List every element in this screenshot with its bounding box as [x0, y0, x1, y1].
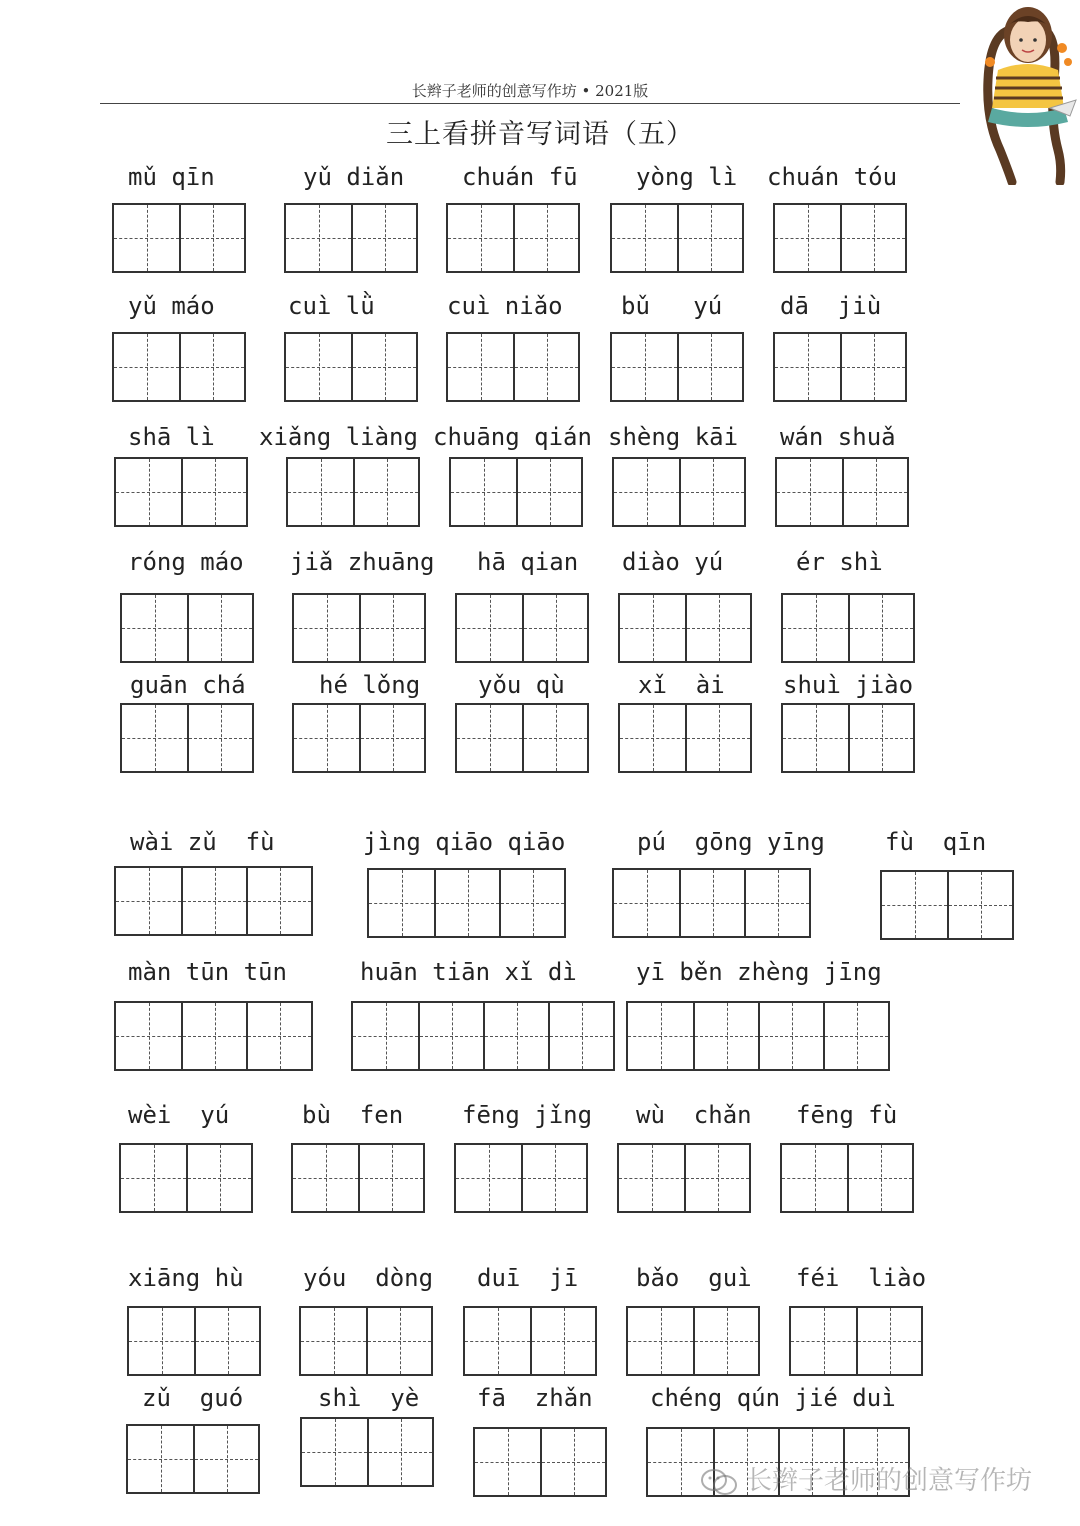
writing-grid[interactable]	[789, 1306, 923, 1376]
writing-grid[interactable]	[127, 1306, 261, 1376]
writing-cell[interactable]	[448, 334, 513, 400]
writing-cell[interactable]	[744, 870, 809, 936]
writing-grid[interactable]	[114, 457, 248, 527]
writing-grid[interactable]	[284, 332, 418, 402]
watermark	[700, 1460, 1060, 1500]
writing-cell[interactable]	[522, 705, 587, 771]
writing-cell[interactable]	[122, 705, 187, 771]
page-header: 长辫子老师的创意写作坊 • 2021版	[411, 82, 649, 100]
writing-cell[interactable]	[513, 334, 578, 400]
writing-grid[interactable]	[775, 457, 909, 527]
writing-grid[interactable]	[446, 332, 580, 402]
writing-grid[interactable]	[449, 457, 583, 527]
pinyin-label: yī běn zhèng jīng	[636, 958, 882, 986]
writing-grid[interactable]	[781, 703, 915, 773]
writing-cell[interactable]	[840, 334, 905, 400]
writing-grid[interactable]	[114, 1001, 313, 1071]
writing-cell[interactable]	[353, 459, 418, 525]
writing-cell[interactable]	[286, 334, 351, 400]
pinyin-label: wài zǔ fù	[130, 828, 275, 856]
writing-cell[interactable]	[619, 1145, 684, 1211]
writing-cell[interactable]	[782, 1145, 847, 1211]
writing-grid[interactable]	[112, 203, 246, 273]
writing-grid[interactable]	[286, 457, 420, 527]
writing-cell[interactable]	[179, 334, 244, 400]
writing-cell[interactable]	[847, 1145, 912, 1211]
writing-cell[interactable]	[358, 1145, 423, 1211]
writing-cell[interactable]	[286, 205, 351, 271]
pinyin-label: yóu dòng	[303, 1264, 434, 1292]
pinyin-label: wèi yú	[128, 1101, 230, 1129]
pinyin-label: wán shuǎ	[780, 423, 896, 451]
pinyin-label: fēng jǐng	[462, 1101, 593, 1129]
writing-grid[interactable]	[781, 593, 915, 663]
writing-cell[interactable]	[186, 1145, 251, 1211]
writing-cell[interactable]	[456, 1145, 521, 1211]
pinyin-label: bǔ yú	[621, 292, 723, 320]
writing-cell[interactable]	[465, 1308, 530, 1374]
writing-cell[interactable]	[359, 595, 424, 661]
writing-cell[interactable]	[121, 1145, 186, 1211]
writing-cell[interactable]	[783, 705, 848, 771]
pinyin-label: chuāng qián	[433, 423, 592, 451]
pinyin-label: xiǎng liàng	[259, 423, 418, 451]
writing-cell[interactable]	[513, 205, 578, 271]
writing-grid[interactable]	[617, 1143, 751, 1213]
pinyin-label: xǐ ài	[638, 671, 725, 699]
writing-cell[interactable]	[302, 1419, 367, 1485]
writing-cell[interactable]	[359, 705, 424, 771]
pinyin-label: jìng qiāo qiāo	[363, 828, 566, 856]
writing-cell[interactable]	[628, 1003, 693, 1069]
writing-cell[interactable]	[483, 1003, 548, 1069]
writing-cell[interactable]	[791, 1308, 856, 1374]
writing-cell[interactable]	[540, 1429, 605, 1495]
pinyin-label: fù qīn	[885, 828, 987, 856]
writing-cell[interactable]	[685, 705, 750, 771]
pinyin-label: chuán tóu	[767, 163, 898, 191]
writing-cell[interactable]	[418, 1003, 483, 1069]
writing-grid[interactable]	[292, 703, 426, 773]
writing-grid[interactable]	[455, 703, 589, 773]
writing-cell[interactable]	[301, 1308, 366, 1374]
writing-grid[interactable]	[780, 1143, 914, 1213]
writing-cell[interactable]	[451, 459, 516, 525]
pinyin-label: jiǎ zhuāng	[290, 548, 435, 576]
writing-cell[interactable]	[679, 870, 744, 936]
watermark-text: 长辫子老师的创意写作坊	[746, 1466, 1033, 1496]
writing-grid[interactable]	[292, 593, 426, 663]
writing-cell[interactable]	[369, 870, 434, 936]
pinyin-label: yòng lì	[636, 163, 738, 191]
pinyin-label: shèng kāi	[608, 423, 739, 451]
writing-cell[interactable]	[499, 870, 564, 936]
writing-cell[interactable]	[677, 205, 742, 271]
writing-cell[interactable]	[293, 1145, 358, 1211]
writing-cell[interactable]	[122, 595, 187, 661]
writing-cell[interactable]	[457, 705, 522, 771]
writing-cell[interactable]	[187, 595, 252, 661]
writing-cell[interactable]	[693, 1003, 758, 1069]
pinyin-label: shuì jiào	[783, 671, 914, 699]
writing-grid[interactable]	[119, 1143, 253, 1213]
pinyin-label: yǔ máo	[128, 292, 215, 320]
writing-cell[interactable]	[685, 595, 750, 661]
writing-grid[interactable]	[120, 593, 254, 663]
writing-cell[interactable]	[521, 1145, 586, 1211]
writing-grid[interactable]	[610, 332, 744, 402]
writing-grid[interactable]	[626, 1306, 760, 1376]
writing-grid[interactable]	[114, 866, 313, 936]
pinyin-label: màn tūn tūn	[128, 958, 287, 986]
writing-grid[interactable]	[367, 868, 566, 938]
writing-cell[interactable]	[116, 459, 181, 525]
writing-cell[interactable]	[856, 1308, 921, 1374]
writing-cell[interactable]	[522, 595, 587, 661]
writing-cell[interactable]	[848, 705, 913, 771]
writing-grid[interactable]	[626, 1001, 890, 1071]
pinyin-label: ér shì	[796, 548, 883, 576]
writing-grid[interactable]	[126, 1424, 260, 1494]
header-rule	[100, 103, 960, 104]
writing-cell[interactable]	[187, 705, 252, 771]
pinyin-label: dā jiù	[780, 292, 882, 320]
pinyin-label: diào yú	[622, 548, 724, 576]
writing-cell[interactable]	[353, 1003, 418, 1069]
pinyin-label: xiāng hù	[128, 1264, 244, 1292]
pinyin-label: bù fen	[302, 1101, 404, 1129]
writing-grid[interactable]	[610, 203, 744, 273]
writing-cell[interactable]	[677, 334, 742, 400]
writing-grid[interactable]	[455, 593, 589, 663]
pinyin-label: yǒu qù	[478, 671, 565, 699]
writing-cell[interactable]	[947, 872, 1012, 938]
writing-cell[interactable]	[294, 705, 359, 771]
writing-grid[interactable]	[618, 703, 752, 773]
pinyin-label: yǔ diǎn	[303, 163, 405, 191]
pinyin-label: huān tiān xǐ dì	[360, 958, 577, 986]
writing-grid[interactable]	[618, 593, 752, 663]
writing-cell[interactable]	[448, 205, 513, 271]
writing-cell[interactable]	[775, 334, 840, 400]
writing-cell[interactable]	[194, 1308, 259, 1374]
writing-cell[interactable]	[684, 1145, 749, 1211]
writing-cell[interactable]	[823, 1003, 888, 1069]
writing-cell[interactable]	[693, 1308, 758, 1374]
pinyin-label: guān chá	[130, 671, 246, 699]
writing-cell[interactable]	[366, 1308, 431, 1374]
pinyin-label: shì yè	[318, 1384, 420, 1412]
writing-grid[interactable]	[112, 332, 246, 402]
writing-grid[interactable]	[463, 1306, 597, 1376]
writing-cell[interactable]	[246, 1003, 311, 1069]
writing-cell[interactable]	[775, 205, 840, 271]
writing-cell[interactable]	[351, 205, 416, 271]
writing-cell[interactable]	[548, 1003, 613, 1069]
pinyin-label: duī jī	[477, 1264, 579, 1292]
writing-cell[interactable]	[848, 595, 913, 661]
writing-cell[interactable]	[434, 870, 499, 936]
writing-cell[interactable]	[294, 595, 359, 661]
writing-cell[interactable]	[516, 459, 581, 525]
writing-cell[interactable]	[129, 1308, 194, 1374]
writing-cell[interactable]	[530, 1308, 595, 1374]
pinyin-label: wù chǎn	[636, 1101, 752, 1129]
writing-cell[interactable]	[620, 595, 685, 661]
pinyin-label: mǔ qīn	[128, 163, 215, 191]
writing-cell[interactable]	[351, 334, 416, 400]
writing-cell[interactable]	[475, 1429, 540, 1495]
writing-cell[interactable]	[620, 705, 685, 771]
pinyin-label: fēng fù	[796, 1101, 898, 1129]
pinyin-label: róng máo	[128, 548, 244, 576]
writing-cell[interactable]	[288, 459, 353, 525]
pinyin-label: cuì lǜ	[288, 292, 375, 320]
writing-grid[interactable]	[299, 1306, 433, 1376]
writing-grid[interactable]	[473, 1427, 607, 1497]
writing-cell[interactable]	[116, 1003, 181, 1069]
writing-grid[interactable]	[773, 332, 907, 402]
writing-grid[interactable]	[454, 1143, 588, 1213]
writing-grid[interactable]	[284, 203, 418, 273]
pinyin-label: bǎo guì	[636, 1264, 752, 1292]
writing-grid[interactable]	[612, 868, 811, 938]
writing-grid[interactable]	[612, 457, 746, 527]
writing-cell[interactable]	[612, 205, 677, 271]
writing-grid[interactable]	[351, 1001, 615, 1071]
writing-cell[interactable]	[116, 868, 181, 934]
writing-cell[interactable]	[628, 1308, 693, 1374]
writing-cell[interactable]	[246, 868, 311, 934]
writing-grid[interactable]	[773, 203, 907, 273]
pinyin-label: hé lǒng	[319, 671, 421, 699]
writing-cell[interactable]	[181, 868, 246, 934]
pinyin-label: pú gōng yīng	[637, 828, 825, 856]
page-title: 三上看拼音写词语（五）	[386, 119, 694, 150]
wechat-icon	[700, 1468, 738, 1496]
pinyin-label: féi liào	[796, 1264, 927, 1292]
pinyin-label: shā lì	[128, 423, 215, 451]
writing-cell[interactable]	[114, 205, 179, 271]
writing-cell[interactable]	[777, 459, 842, 525]
writing-cell[interactable]	[758, 1003, 823, 1069]
writing-cell[interactable]	[614, 459, 679, 525]
girl-with-braids-illustration	[950, 0, 1080, 185]
pinyin-label: cuì niǎo	[447, 292, 563, 320]
writing-grid[interactable]	[120, 703, 254, 773]
writing-cell[interactable]	[840, 205, 905, 271]
pinyin-label: chéng qún jié duì	[650, 1384, 896, 1412]
writing-cell[interactable]	[842, 459, 907, 525]
pinyin-label: hā qian	[477, 548, 579, 576]
writing-cell[interactable]	[367, 1419, 432, 1485]
writing-cell[interactable]	[181, 459, 246, 525]
writing-cell[interactable]	[181, 1003, 246, 1069]
writing-cell[interactable]	[457, 595, 522, 661]
writing-cell[interactable]	[612, 334, 677, 400]
writing-cell[interactable]	[882, 872, 947, 938]
writing-cell[interactable]	[679, 459, 744, 525]
writing-grid[interactable]	[300, 1417, 434, 1487]
writing-cell[interactable]	[193, 1426, 258, 1492]
writing-cell[interactable]	[179, 205, 244, 271]
writing-grid[interactable]	[446, 203, 580, 273]
writing-cell[interactable]	[614, 870, 679, 936]
writing-cell[interactable]	[114, 334, 179, 400]
writing-grid[interactable]	[880, 870, 1014, 940]
writing-cell[interactable]	[128, 1426, 193, 1492]
writing-grid[interactable]	[291, 1143, 425, 1213]
pinyin-label: zǔ guó	[142, 1384, 244, 1412]
pinyin-label: fā zhǎn	[477, 1384, 593, 1412]
writing-cell[interactable]	[783, 595, 848, 661]
pinyin-label: chuán fū	[462, 163, 578, 191]
